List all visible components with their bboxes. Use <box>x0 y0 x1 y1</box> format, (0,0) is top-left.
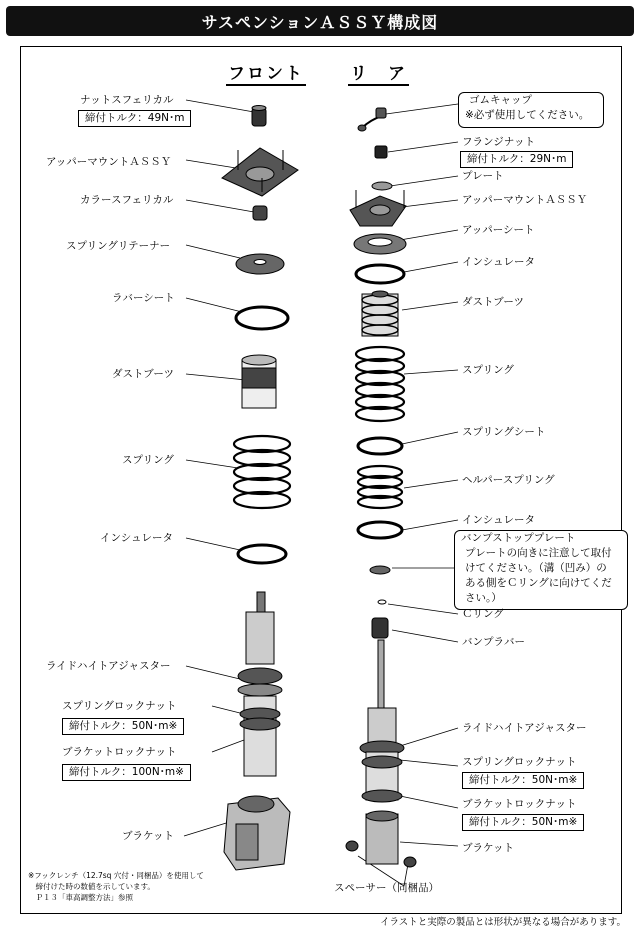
label-front-spring-lock-nut: スプリングロックナット <box>62 700 177 712</box>
torque-rear-bracket-lock-nut: 締付トルク：50N･m※ <box>462 814 584 831</box>
label-rear-insulator-top: インシュレータ <box>462 256 536 268</box>
heading-front: フロント <box>228 64 304 84</box>
note-line-2: けてください。（溝（凹み）の <box>465 562 607 574</box>
label-rear-c-ring: Ｃリング <box>462 608 504 620</box>
label-front-spring: スプリング <box>122 454 174 466</box>
label-rear-bracket: ブラケット <box>462 842 514 854</box>
label-rear-insulator-bottom: インシュレータ <box>462 514 536 526</box>
rear-helper-spring-shape <box>358 466 402 508</box>
rear-c-ring-shape <box>378 600 386 604</box>
rear-bracket-lock-nut-shape <box>362 790 402 802</box>
label-rear-spring-lock-nut: スプリングロックナット <box>462 756 577 768</box>
front-damper-upper <box>246 612 274 664</box>
label-front-spring-retainer: スプリングリテーナー <box>66 240 171 252</box>
front-bracket-lock-nut-shape <box>240 718 280 730</box>
callout-rubber-cap <box>458 92 604 128</box>
rear-damper-upper <box>368 708 396 744</box>
label-rear-helper-spring: ヘルパースプリング <box>462 474 555 486</box>
label-rear-spring: スプリング <box>462 364 514 376</box>
label-front-collar-spherical: カラースフェリカル <box>80 194 174 206</box>
note-line-3: ある側をＣリングに向けてくだ <box>465 577 612 589</box>
rear-spring-seat-shape <box>358 438 402 454</box>
rear-spring-lock-nut-shape <box>362 756 402 768</box>
note-rear-rubber-cap: ※必ず使用してください。 <box>465 109 590 121</box>
rear-spacer-left <box>346 841 358 851</box>
label-front-insulator: インシュレータ <box>100 532 174 544</box>
front-parts <box>222 106 298 871</box>
label-rear-bracket-lock-nut: ブラケットロックナット <box>462 798 577 810</box>
rear-plate-shape <box>372 182 392 190</box>
footnote-line-2: 締付けた時の数値を示しています。 <box>28 882 155 891</box>
front-ride-height-adjuster-shape <box>238 668 282 684</box>
leader-lines <box>184 100 458 886</box>
label-rear-plate: プレート <box>462 170 504 182</box>
rear-insulator-top-shape <box>356 265 404 283</box>
front-insulator-shape <box>238 545 286 563</box>
rear-damper-rod <box>378 640 384 712</box>
callout-bump-stop-plate <box>454 530 628 610</box>
label-front-dust-boot: ダストブーツ <box>112 368 174 380</box>
label-rear-rubber-cap: ゴムキャップ <box>469 94 532 106</box>
torque-front-bracket-lock-nut: 締付トルク：100N･m※ <box>62 764 191 781</box>
torque-rear-spring-lock-nut: 締付トルク：50N･m※ <box>462 772 584 789</box>
label-front-upper-mount: アッパーマウントＡＳＳＹ <box>46 156 172 168</box>
label-rear-bump-stop-plate: バンプストッププレート <box>461 532 576 544</box>
label-front-bracket-lock-nut: ブラケットロックナット <box>62 746 177 758</box>
label-rear-spacer: スペーサー（同梱品） <box>334 882 439 894</box>
front-rubber-seat-shape <box>236 307 288 329</box>
footnote-line-1: ※フックレンチ（12.7sq 穴付・同梱品）を使用して <box>28 871 204 880</box>
rear-flange-nut-shape <box>375 146 387 158</box>
label-rear-flange-nut: フランジナット <box>462 136 536 148</box>
note-line-4: さい。） <box>465 592 502 604</box>
rear-spring-shape <box>356 347 404 421</box>
torque-front-spring-lock-nut: 締付トルク：50N･m※ <box>62 718 184 735</box>
rear-spacer-right <box>404 857 416 867</box>
label-rear-ride-height-adjuster: ライドハイトアジャスター <box>462 722 587 734</box>
front-damper-rod <box>257 592 265 614</box>
label-rear-spring-seat: スプリングシート <box>462 426 546 438</box>
footnote-line-3: Ｐ１３「車高調整方法」参照 <box>28 893 133 902</box>
rear-insulator-bottom-shape <box>358 522 402 538</box>
label-rear-bump-rubber: バンプラバー <box>462 636 525 648</box>
torque-rear-flange-nut: 締付トルク：29N･m <box>460 151 573 168</box>
front-spring-shape <box>234 436 290 508</box>
disclaimer-caption: イラストと実際の製品とは形状が異なる場合があります。 <box>380 917 626 928</box>
label-front-nut-spherical: ナットスフェリカル <box>80 94 174 106</box>
label-front-ride-height-adjuster: ライドハイトアジャスター <box>46 660 171 672</box>
rear-bump-rubber-shape <box>372 618 388 638</box>
label-rear-upper-mount: アッパーマウントＡＳＳＹ <box>462 194 588 206</box>
torque-front-nut-spherical: 締付トルク：49N･m <box>78 110 191 127</box>
label-front-rubber-seat: ラバーシート <box>112 292 175 304</box>
torque-footnote <box>28 870 204 903</box>
label-front-bracket: ブラケット <box>122 830 174 842</box>
label-rear-dust-boot: ダストブーツ <box>462 296 524 308</box>
rear-bump-stop-plate-shape <box>370 566 390 574</box>
heading-rear: リ ア <box>350 64 407 84</box>
page-title: サスペンションＡＳＳＹ構成図 <box>6 6 634 36</box>
front-collar-shape <box>253 206 267 220</box>
note-line-1: プレートの向きに注意して取付 <box>465 547 612 559</box>
label-rear-upper-seat: アッパーシート <box>462 224 535 236</box>
